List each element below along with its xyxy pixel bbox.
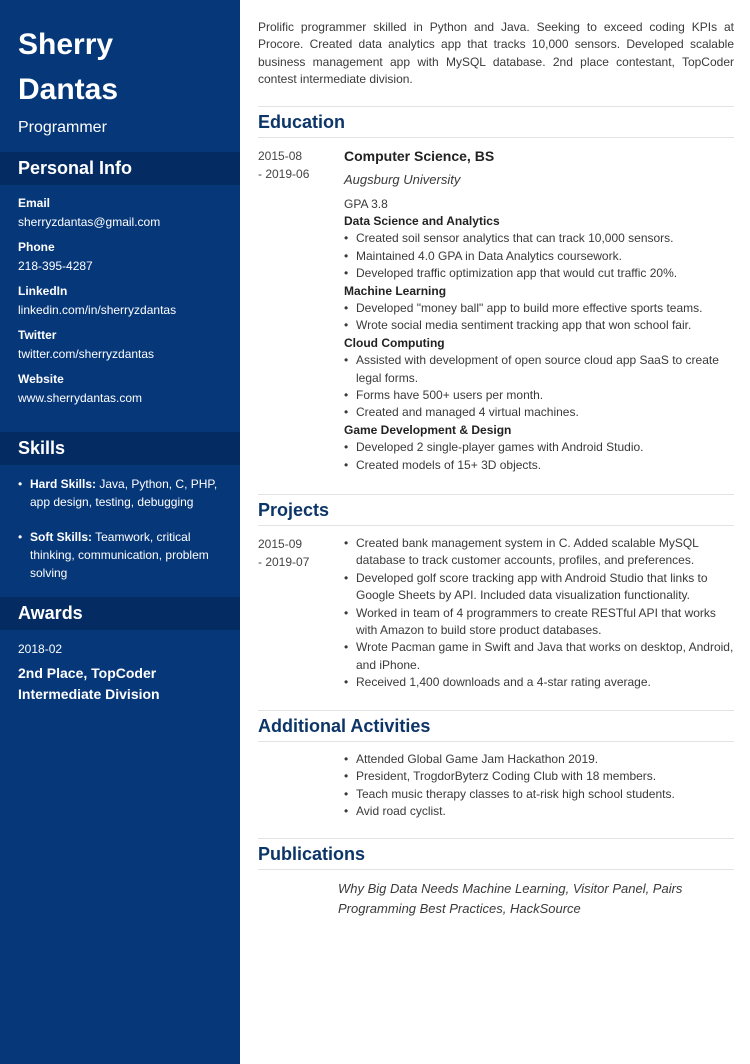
divider (258, 106, 734, 107)
phone-label: Phone (18, 240, 55, 254)
course-title: Machine Learning (344, 283, 447, 298)
education-date-end: - 2019-06 (258, 167, 310, 181)
list-item: • Assisted with development of open source cloud app SaaS to create legal forms. (344, 352, 734, 387)
list-item: • Created models of 15+ 3D objects. (344, 457, 734, 474)
divider (258, 525, 734, 526)
list-item: • Forms have 500+ users per month. (344, 387, 734, 404)
skill-text: Teamwork, critical thinking, communication, problem solving (30, 530, 209, 580)
award-date: 2018-02 (18, 642, 63, 656)
activities-heading: Additional Activities (258, 716, 431, 736)
list-item: • Wrote social media sentiment tracking app that won school fair. (344, 317, 734, 334)
list-item: • Created soil sensor analytics that can track 10,000 sensors. (344, 230, 734, 247)
personal-info-list (18, 196, 233, 416)
activities-bullets (344, 751, 734, 821)
list-item: • Developed 2 single-player games with Android Studio. (344, 439, 734, 456)
degree-title: Computer Science, BS (344, 148, 495, 164)
list-item: • Developed golf score tracking app with Android Studio that links to Google Sheets by API. Included data visualization functionality. (344, 570, 734, 605)
list-item: • Received 1,400 downloads and a 4-star rating average. (344, 674, 734, 691)
twitter-value[interactable]: twitter.com/sherryzdantas (18, 347, 155, 361)
email-value[interactable]: sherryzdantas@gmail.com (18, 215, 161, 229)
skill-head: Hard Skills: (30, 477, 97, 491)
list-item: • President, TrogdorByterz Coding Club with 18 members. (344, 768, 734, 785)
divider (258, 137, 734, 138)
course-bullets (344, 300, 734, 335)
awards-heading: Awards (0, 597, 240, 630)
course-title: Cloud Computing (344, 335, 445, 350)
skills-heading: Skills (0, 432, 240, 465)
list-item: • Wrote Pacman game in Swift and Java that works on desktop, Android, and iPhone. (344, 639, 734, 674)
list-item: • Developed traffic optimization app that would cut traffic 20%. (344, 265, 734, 282)
course-bullets (344, 439, 734, 474)
list-item: • Avid road cyclist. (344, 803, 734, 820)
sidebar (0, 0, 240, 1064)
publications-text: Why Big Data Needs Machine Learning, Visitor Panel, Pairs Programming Best Practices, HackSource (338, 881, 683, 916)
divider (258, 710, 734, 711)
divider (258, 869, 734, 870)
gpa-value: GPA 3.8 (344, 197, 388, 211)
projects-heading: Projects (258, 500, 330, 520)
personal-info-website (18, 372, 233, 416)
skill-text: Java, Python, C, PHP, app design, testing, debugging (30, 477, 218, 509)
personal-info-phone (18, 240, 233, 284)
course-title: Data Science and Analytics (344, 214, 500, 228)
course-bullets (344, 230, 734, 282)
twitter-label: Twitter (18, 328, 57, 342)
summary-text: Prolific programmer skilled in Python and Java. Seeking to exceed coding KPIs at Procore. Created data analytics app that tracks 10,000 sensors. Developed scalable business management app with MySQL database. 2nd place contestant, TopCoder contest intermediate division. (258, 20, 734, 87)
education-date-start: 2015-08 (258, 149, 303, 163)
education-date (258, 147, 309, 183)
list-item: • Attended Global Game Jam Hackathon 2019. (344, 751, 734, 768)
name-last: Dantas (18, 73, 119, 106)
linkedin-value[interactable]: linkedin.com/in/sherryzdantas (18, 303, 177, 317)
publications-heading: Publications (258, 844, 366, 864)
website-label: Website (18, 372, 64, 386)
list-item: • Created and managed 4 virtual machines. (344, 404, 734, 421)
divider (258, 838, 734, 839)
projects-bullets (344, 535, 734, 692)
school-name: Augsburg University (344, 172, 461, 187)
list-item: • Teach music therapy classes to at-risk high school students. (344, 786, 734, 803)
activities-entry (344, 751, 734, 821)
skills-list (18, 475, 218, 599)
list-item: • Created bank management system in C. Added scalable MySQL database to track customer accounts, profiles, and preferences. (344, 535, 734, 570)
course-bullets (344, 352, 734, 422)
projects-date-end: - 2019-07 (258, 555, 310, 569)
candidate-role: Programmer (18, 119, 107, 136)
education-entry (344, 147, 734, 474)
course-title: Game Development & Design (344, 422, 512, 437)
list-item: • Worked in team of 4 programmers to create RESTful API that works with Amazon to build store product databases. (344, 605, 734, 640)
projects-date-start: 2015-09 (258, 537, 303, 551)
personal-info-heading: Personal Info (0, 152, 240, 185)
linkedin-label: LinkedIn (18, 284, 68, 298)
name-first: Sherry (18, 28, 114, 61)
website-value[interactable]: www.sherrydantas.com (18, 391, 143, 405)
projects-entry (344, 535, 734, 692)
skill-item-hard (18, 475, 218, 511)
email-label: Email (18, 196, 51, 210)
divider (258, 494, 734, 495)
phone-value[interactable]: 218-395-4287 (18, 259, 93, 273)
personal-info-email (18, 196, 233, 240)
list-item: • Maintained 4.0 GPA in Data Analytics coursework. (344, 248, 734, 265)
award-name: 2nd Place, TopCoder Intermediate Division (18, 665, 160, 702)
list-item: • Developed "money ball" app to build more effective sports teams. (344, 300, 734, 317)
education-heading: Education (258, 112, 346, 132)
skill-item-soft (18, 528, 218, 582)
skill-head: Soft Skills: (30, 530, 93, 544)
divider (258, 741, 734, 742)
projects-date (258, 535, 309, 571)
personal-info-twitter (18, 328, 233, 372)
personal-info-linkedin (18, 284, 233, 328)
candidate-name (0, 0, 240, 112)
